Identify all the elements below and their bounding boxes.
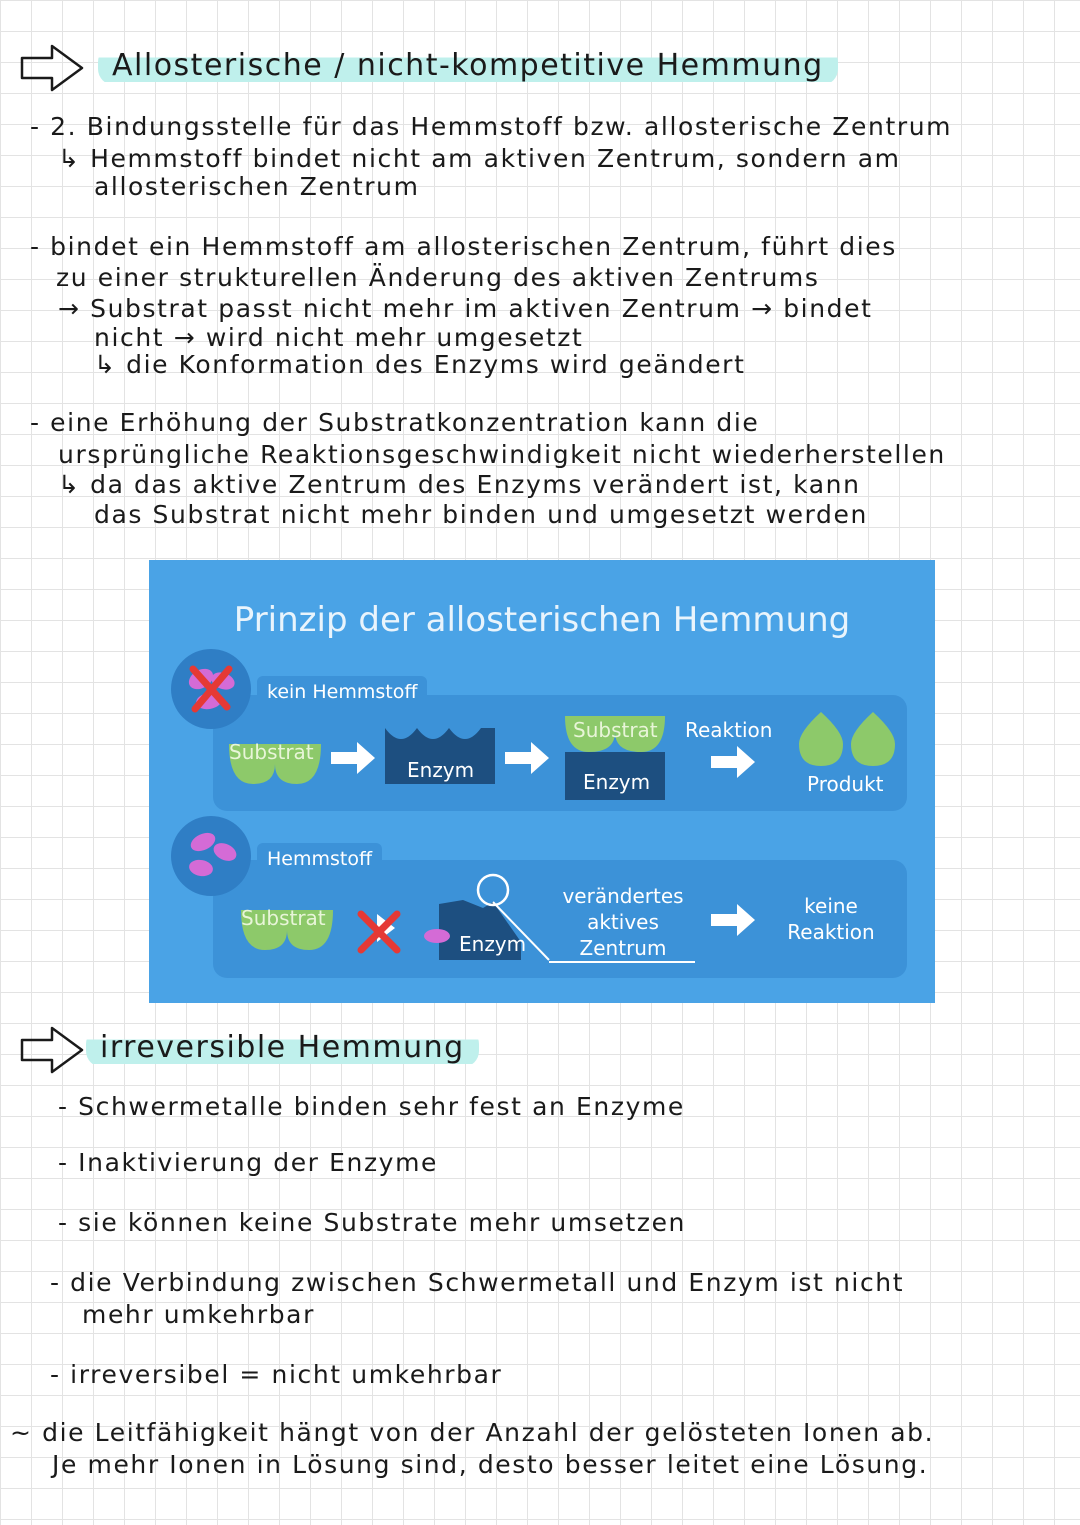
note-line: ↳ die Konformation des Enzyms wird geändert — [94, 350, 746, 379]
allosteric-inhibition-diagram — [149, 560, 935, 1003]
changed-site-label-1: verändertes — [562, 884, 684, 908]
note-line: - bindet ein Hemmstoff am allosterischen Zentrum, führt dies — [30, 232, 897, 261]
note-line: ursprüngliche Reaktionsgeschwindigkeit nicht wiederherstellen — [58, 440, 946, 469]
note-line: allosterischen Zentrum — [94, 172, 420, 201]
footer-note-line: Je mehr Ionen in Lösung sind, desto besser leitet eine Lösung. — [52, 1450, 929, 1479]
arrow-right-icon — [329, 740, 377, 776]
substrate-label: Substrat — [229, 740, 314, 764]
note-line: zu einer strukturellen Änderung des aktiven Zentrums — [56, 263, 820, 292]
note-line: - irreversibel = nicht umkehrbar — [50, 1360, 503, 1389]
product-icon — [795, 708, 901, 770]
note-line: nicht → wird nicht mehr umgesetzt — [94, 323, 584, 352]
tag-inhibitor: Hemmstoff — [257, 843, 382, 875]
note-line: - 2. Bindungsstelle für das Hemmstoff bzw. allosterische Zentrum — [30, 112, 953, 141]
note-line: → Substrat passt nicht mehr im aktiven Zentrum → bindet — [58, 294, 873, 323]
changed-site-label-3: Zentrum — [579, 936, 667, 960]
inhibitor-icon — [171, 816, 251, 896]
note-line: mehr umkehrbar — [82, 1300, 315, 1329]
note-line: ↳ Hemmstoff bindet nicht am aktiven Zentrum, sondern am — [58, 144, 901, 173]
tag-no-inhibitor: kein Hemmstoff — [257, 676, 427, 708]
section-heading-allosteric: Allosterische / nicht-kompetitive Hemmung — [98, 46, 838, 85]
changed-enzyme-label: Enzym — [459, 932, 527, 956]
reaction-label: Reaktion — [685, 718, 773, 742]
note-line: das Substrat nicht mehr binden und umgesetzt werden — [94, 500, 868, 529]
section-heading-irreversible: irreversible Hemmung — [86, 1028, 479, 1067]
no-reaction-label-2: Reaktion — [787, 920, 875, 944]
arrow-right-icon — [18, 42, 88, 94]
footer-note-line: ~ die Leitfähigkeit hängt von der Anzahl der gelösteten Ionen ab. — [10, 1418, 935, 1447]
substrate-label: Substrat — [241, 906, 326, 930]
note-line: - eine Erhöhung der Substratkonzentration kann die — [30, 408, 760, 437]
note-line: ↳ da das aktive Zentrum des Enzyms verändert ist, kann — [58, 470, 861, 499]
arrow-right-icon — [18, 1024, 88, 1076]
note-line: - sie können keine Substrate mehr umsetzen — [58, 1208, 686, 1237]
enzyme-label: Enzym — [407, 758, 475, 782]
blocked-cross-icon — [353, 906, 405, 958]
no-reaction-label-1: keine — [804, 894, 858, 918]
note-line: - Schwermetalle binden sehr fest an Enzyme — [58, 1092, 685, 1121]
site-underline — [549, 961, 695, 963]
arrow-right-icon — [709, 902, 757, 938]
diagram-title: Prinzip der allosterischen Hemmung — [233, 600, 851, 640]
arrow-right-icon — [503, 740, 551, 776]
product-label: Produkt — [807, 772, 884, 796]
arrow-right-icon — [709, 744, 757, 780]
note-line: - die Verbindung zwischen Schwermetall und Enzym ist nicht — [50, 1268, 905, 1297]
changed-site-label-2: aktives — [587, 910, 659, 934]
bound-enzyme-label: Enzym — [583, 770, 651, 794]
bound-substrate-label: Substrat — [573, 718, 658, 742]
crossed-inhibitor-icon — [171, 649, 251, 729]
note-line: - Inaktivierung der Enzyme — [58, 1148, 439, 1177]
